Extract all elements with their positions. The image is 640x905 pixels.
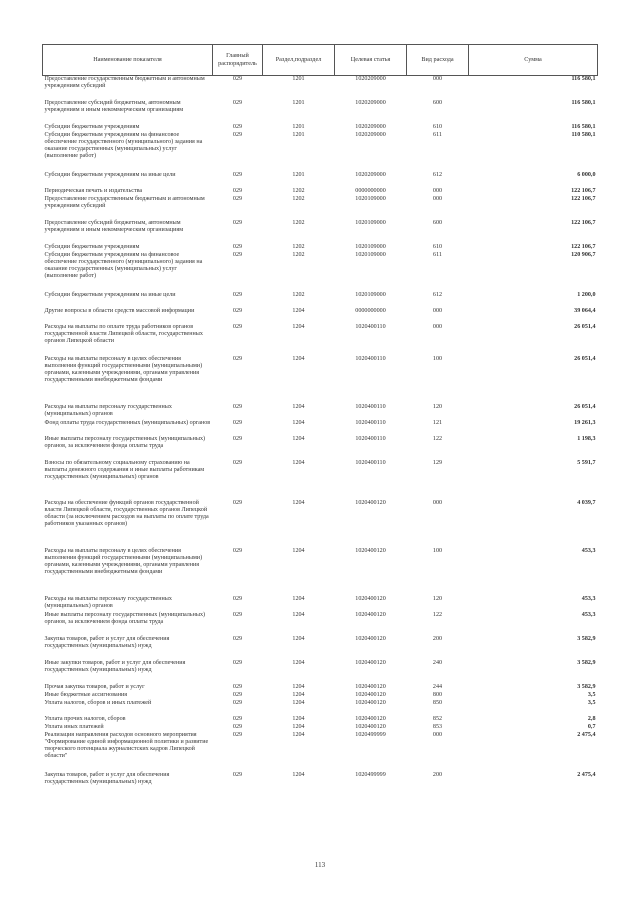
- row-manager: 029: [232, 611, 243, 618]
- row-section: 1204: [292, 547, 305, 554]
- row-target-article: 1020400110: [355, 403, 386, 410]
- row-expense-type: 610: [432, 243, 443, 250]
- row-expense-type: 240: [432, 659, 443, 666]
- row-section: 1204: [292, 435, 305, 442]
- row-manager: 029: [232, 683, 243, 690]
- row-expense-type: 000: [432, 187, 443, 194]
- table-row: [43, 612, 598, 636]
- row-target-article: 1020209000: [355, 76, 386, 82]
- table-row: [43, 660, 598, 684]
- row-expense-type: 129: [432, 459, 443, 466]
- row-sum: 116 580,1: [571, 123, 596, 130]
- row-manager: 029: [232, 243, 243, 250]
- row-name: Фонд оплаты труда государственных (муниципальных) органов: [44, 419, 211, 426]
- row-sum: 39 064,4: [574, 307, 596, 314]
- row-sum: 26 051,4: [574, 323, 596, 330]
- table-row: [43, 636, 598, 660]
- row-expense-type: 000: [432, 323, 443, 330]
- row-name: Уплата налогов, сборов и иных платежей: [44, 699, 152, 706]
- table-row: [43, 132, 598, 172]
- row-manager: 029: [232, 307, 243, 314]
- row-section: 1202: [292, 243, 305, 250]
- row-expense-type: 610: [432, 123, 443, 130]
- row-target-article: 1020109000: [355, 195, 386, 202]
- row-expense-type: 200: [432, 771, 443, 778]
- table-row: [43, 500, 598, 548]
- row-name: Иные выплаты персоналу государственных (муниципальных) органов, за исключением фонда оплаты труда: [44, 435, 206, 449]
- row-expense-type: 000: [432, 307, 443, 314]
- row-name: Предоставление государственным бюджетным и автономным учреждениям субсидий: [44, 76, 205, 89]
- row-section: 1201: [292, 123, 305, 130]
- row-name: Предоставление субсидий бюджетным, автономным учреждениям и иным некоммерческим организациям: [44, 219, 184, 233]
- row-sum: 1 198,3: [577, 435, 596, 442]
- table-row: [43, 356, 598, 404]
- row-name: Субсидии бюджетным учреждениям: [44, 243, 140, 250]
- row-sum: 3,5: [587, 691, 596, 698]
- row-manager: 029: [232, 291, 243, 298]
- row-manager: 029: [232, 123, 243, 130]
- header-name: Наименование показателя: [43, 45, 213, 76]
- row-target-article: 1020400110: [355, 459, 386, 466]
- row-target-article: 1020499999: [355, 771, 386, 778]
- table-row: [43, 716, 598, 724]
- table-row: [43, 700, 598, 716]
- row-sum: 122 106,7: [571, 187, 596, 194]
- row-expense-type: 853: [432, 723, 443, 730]
- row-section: 1204: [292, 459, 305, 466]
- row-name: Взносы по обязательному социальному страхованию на выплаты денежного содержания и иные выплаты работникам государственных (муниципальных) органов: [44, 459, 205, 480]
- row-target-article: 1020209000: [355, 123, 386, 130]
- row-target-article: 1020400120: [355, 659, 386, 666]
- table-row: [43, 692, 598, 700]
- row-target-article: 1020400120: [355, 611, 386, 618]
- row-name: Другие вопросы в области средств массовой информации: [44, 307, 195, 314]
- table-header-row: [43, 45, 598, 76]
- row-sum: 2 475,4: [577, 731, 596, 738]
- table-row: [43, 404, 598, 420]
- row-section: 1204: [292, 691, 305, 698]
- header-manager: Главный распорядитель: [213, 45, 263, 76]
- row-name: Иные закупки товаров, работ и услуг для обеспечения государственных (муниципальных) нужд: [44, 659, 186, 673]
- row-sum: 122 106,7: [571, 243, 596, 250]
- row-name: Предоставление государственным бюджетным и автономным учреждениям субсидий: [44, 195, 205, 209]
- row-section: 1204: [292, 635, 305, 642]
- row-sum: 3,5: [587, 699, 596, 706]
- row-sum: 1 200,0: [577, 291, 596, 298]
- row-target-article: 1020209000: [355, 171, 386, 178]
- header-sum: Сумма: [469, 45, 598, 76]
- row-manager: 029: [232, 691, 243, 698]
- row-name: Закупка товаров, работ и услуг для обеспечения государственных (муниципальных) нужд: [44, 771, 170, 785]
- row-section: 1201: [292, 99, 305, 106]
- row-manager: 029: [232, 723, 243, 730]
- row-section: 1204: [292, 683, 305, 690]
- row-expense-type: 600: [432, 219, 443, 226]
- page-number: 113: [314, 861, 326, 869]
- row-section: 1202: [292, 291, 305, 298]
- row-sum: 116 580,1: [571, 99, 596, 106]
- row-section: 1202: [292, 219, 305, 226]
- row-target-article: 1020400110: [355, 355, 386, 362]
- table-row: [43, 436, 598, 460]
- table-row: [43, 324, 598, 356]
- row-manager: 029: [232, 187, 243, 194]
- row-sum: 3 582,9: [577, 659, 596, 666]
- row-section: 1204: [292, 731, 305, 738]
- row-target-article: 1020109000: [355, 251, 386, 258]
- row-manager: 029: [232, 251, 243, 258]
- table-row: [43, 244, 598, 252]
- table-row: [43, 724, 598, 732]
- row-target-article: 0000000000: [355, 307, 386, 314]
- row-name: Иные выплаты персоналу государственных (муниципальных) органов, за исключением фонда оплаты труда: [44, 611, 206, 625]
- row-name: Прочая закупка товаров, работ и услуг: [44, 683, 145, 690]
- row-manager: 029: [232, 547, 243, 554]
- row-name: Реализация направления расходов основного мероприятия "Формирование единой информационной политики и развитие творческого потенциала журналистских кадров Липецкой области": [44, 731, 209, 759]
- row-manager: 029: [232, 731, 243, 738]
- row-name: Уплата прочих налогов, сборов: [44, 715, 126, 722]
- row-target-article: 1020400120: [355, 595, 386, 602]
- row-sum: 26 051,4: [574, 355, 596, 362]
- row-section: 1202: [292, 187, 305, 194]
- row-manager: 029: [232, 699, 243, 706]
- row-target-article: 1020400120: [355, 683, 386, 690]
- row-expense-type: 244: [432, 683, 443, 690]
- row-manager: 029: [232, 323, 243, 330]
- row-expense-type: 600: [432, 99, 443, 106]
- row-expense-type: 122: [432, 435, 443, 442]
- row-manager: 029: [232, 195, 243, 202]
- row-section: 1202: [292, 195, 305, 202]
- row-target-article: 0000000000: [355, 187, 386, 194]
- row-target-article: 1020109000: [355, 243, 386, 250]
- row-target-article: 1020400120: [355, 635, 386, 642]
- row-manager: 029: [232, 355, 243, 362]
- row-manager: 029: [232, 595, 243, 602]
- row-sum: 453,3: [581, 611, 596, 618]
- row-name: Субсидии бюджетным учреждениям на иные цели: [44, 171, 176, 178]
- row-manager: 029: [232, 635, 243, 642]
- row-expense-type: 122: [432, 611, 443, 618]
- header-expense-type: Вид расхода: [407, 45, 469, 76]
- row-expense-type: 000: [432, 76, 443, 82]
- row-manager: 029: [232, 435, 243, 442]
- row-target-article: 1020209000: [355, 131, 386, 138]
- row-section: 1204: [292, 403, 305, 410]
- row-target-article: 1020499999: [355, 731, 386, 738]
- row-name: Периодическая печать и издательства: [44, 187, 143, 194]
- row-expense-type: 120: [432, 403, 443, 410]
- row-name: Расходы на выплаты персоналу государственных (муниципальных) органов: [44, 595, 172, 609]
- row-sum: 110 580,1: [571, 131, 596, 138]
- row-manager: 029: [232, 76, 243, 82]
- row-name: Субсидии бюджетным учреждениям на иные цели: [44, 291, 176, 298]
- row-target-article: 1020400120: [355, 547, 386, 554]
- table-row: [43, 548, 598, 596]
- row-manager: 029: [232, 771, 243, 778]
- table-row: [43, 684, 598, 692]
- row-target-article: 1020400120: [355, 715, 386, 722]
- row-sum: 26 051,4: [574, 403, 596, 410]
- budget-table: [42, 44, 598, 796]
- row-section: 1204: [292, 771, 305, 778]
- row-name: Расходы на выплаты по оплате труда работников органов государственной власти Липецкой области, государственных органов Липецкой области: [44, 323, 203, 344]
- row-sum: 3 582,9: [577, 683, 596, 690]
- row-expense-type: 611: [433, 251, 442, 258]
- row-target-article: 1020400110: [355, 419, 386, 426]
- row-sum: 2 475,4: [577, 771, 596, 778]
- row-target-article: 1020400110: [355, 435, 386, 442]
- row-section: 1204: [292, 699, 305, 706]
- row-sum: 122 106,7: [571, 195, 596, 202]
- row-manager: 029: [232, 131, 243, 138]
- table-row: [43, 252, 598, 292]
- row-manager: 029: [232, 419, 243, 426]
- row-expense-type: 611: [433, 131, 442, 138]
- row-expense-type: 100: [432, 547, 443, 554]
- row-manager: 029: [232, 99, 243, 106]
- row-target-article: 1020400110: [355, 323, 386, 330]
- table-row: [43, 124, 598, 132]
- row-name: Предоставление субсидий бюджетным, автономным учреждениям и иным некоммерческим организациям: [44, 99, 184, 113]
- table-row: [43, 188, 598, 196]
- row-section: 1204: [292, 659, 305, 666]
- row-sum: 453,3: [581, 595, 596, 602]
- row-sum: 120 906,7: [571, 251, 596, 258]
- row-name: Субсидии бюджетным учреждениям: [44, 123, 140, 130]
- table-row: [43, 76, 598, 100]
- row-target-article: 1020400120: [355, 499, 386, 506]
- row-expense-type: 850: [432, 699, 443, 706]
- row-name: Расходы на обеспечение функций органов государственной власти Липецкой области, государственных органов Липецкой области (за исключением расходов на выплаты по оплате труда работников указанных органов): [44, 499, 209, 527]
- row-target-article: 1020400120: [355, 699, 386, 706]
- row-target-article: 1020400120: [355, 691, 386, 698]
- table-row: [43, 100, 598, 124]
- table-row: [43, 172, 598, 188]
- row-expense-type: 121: [432, 419, 443, 426]
- row-section: 1204: [292, 499, 305, 506]
- table-body: [43, 76, 598, 796]
- row-name: Субсидии бюджетным учреждениям на финансовое обеспечение государственного (муниципального) задания на оказание государственных (муниципальных) услуг (выполнение работ): [44, 251, 203, 279]
- row-target-article: 1020109000: [355, 219, 386, 226]
- row-target-article: 1020209000: [355, 99, 386, 106]
- table-row: [43, 196, 598, 220]
- row-manager: 029: [232, 499, 243, 506]
- table-row: [43, 460, 598, 500]
- table-row: [43, 292, 598, 308]
- table-row: [43, 220, 598, 244]
- row-section: 1204: [292, 323, 305, 330]
- row-sum: 453,3: [581, 547, 596, 554]
- row-sum: 5 591,7: [577, 459, 596, 466]
- row-expense-type: 612: [432, 171, 443, 178]
- row-manager: 029: [232, 659, 243, 666]
- table-row: [43, 420, 598, 436]
- table-row: [43, 732, 598, 772]
- row-section: 1201: [292, 131, 305, 138]
- row-name: Закупка товаров, работ и услуг для обеспечения государственных (муниципальных) нужд: [44, 635, 170, 649]
- row-section: 1204: [292, 355, 305, 362]
- row-manager: 029: [232, 715, 243, 722]
- row-section: 1202: [292, 251, 305, 258]
- row-sum: 6 000,0: [577, 171, 596, 178]
- row-manager: 029: [232, 219, 243, 226]
- row-section: 1201: [292, 76, 305, 82]
- row-expense-type: 000: [432, 195, 443, 202]
- row-manager: 029: [232, 459, 243, 466]
- row-section: 1204: [292, 419, 305, 426]
- row-section: 1204: [292, 611, 305, 618]
- header-target-article: Целевая статья: [335, 45, 407, 76]
- row-section: 1201: [292, 171, 305, 178]
- row-sum: 3 582,9: [577, 635, 596, 642]
- row-expense-type: 612: [432, 291, 443, 298]
- row-sum: 2,8: [587, 715, 596, 722]
- row-expense-type: 000: [432, 731, 443, 738]
- row-sum: 19 261,3: [574, 419, 596, 426]
- row-target-article: 1020400120: [355, 723, 386, 730]
- row-manager: 029: [232, 403, 243, 410]
- row-section: 1204: [292, 595, 305, 602]
- row-expense-type: 200: [432, 635, 443, 642]
- row-name: Расходы на выплаты персоналу в целях обеспечения выполнения функций государственными (муниципальными) органами, казенными учреждениями, органами управления государственными внебюджетными фондами: [44, 547, 203, 575]
- row-sum: 4 039,7: [577, 499, 596, 506]
- row-name: Субсидии бюджетным учреждениям на финансовое обеспечение государственного (муниципального) задания на оказание государственных (муниципальных) услуг (выполнение работ): [44, 131, 203, 159]
- row-manager: 029: [232, 171, 243, 178]
- row-sum: 0,7: [587, 723, 596, 730]
- row-section: 1204: [292, 715, 305, 722]
- row-name: Уплата иных платежей: [44, 723, 104, 730]
- row-sum: 116 580,1: [571, 76, 596, 82]
- row-target-article: 1020109000: [355, 291, 386, 298]
- row-name: Расходы на выплаты персоналу государственных (муниципальных) органов: [44, 403, 172, 417]
- row-expense-type: 100: [432, 355, 443, 362]
- table-row: [43, 308, 598, 324]
- row-section: 1204: [292, 723, 305, 730]
- row-expense-type: 800: [432, 691, 443, 698]
- table-row: [43, 596, 598, 612]
- row-sum: 122 106,7: [571, 219, 596, 226]
- row-expense-type: 000: [432, 499, 443, 506]
- header-section: Раздел,подраздел: [263, 45, 335, 76]
- row-section: 1204: [292, 307, 305, 314]
- table-row: [43, 772, 598, 796]
- row-name: Иные бюджетные ассигнования: [44, 691, 128, 698]
- row-expense-type: 120: [432, 595, 443, 602]
- row-name: Расходы на выплаты персоналу в целях обеспечения выполнения функций государственными (муниципальными) органами, казенными учреждениями, органами управления государственными внебюджетными фондами: [44, 355, 203, 383]
- row-expense-type: 852: [432, 715, 443, 722]
